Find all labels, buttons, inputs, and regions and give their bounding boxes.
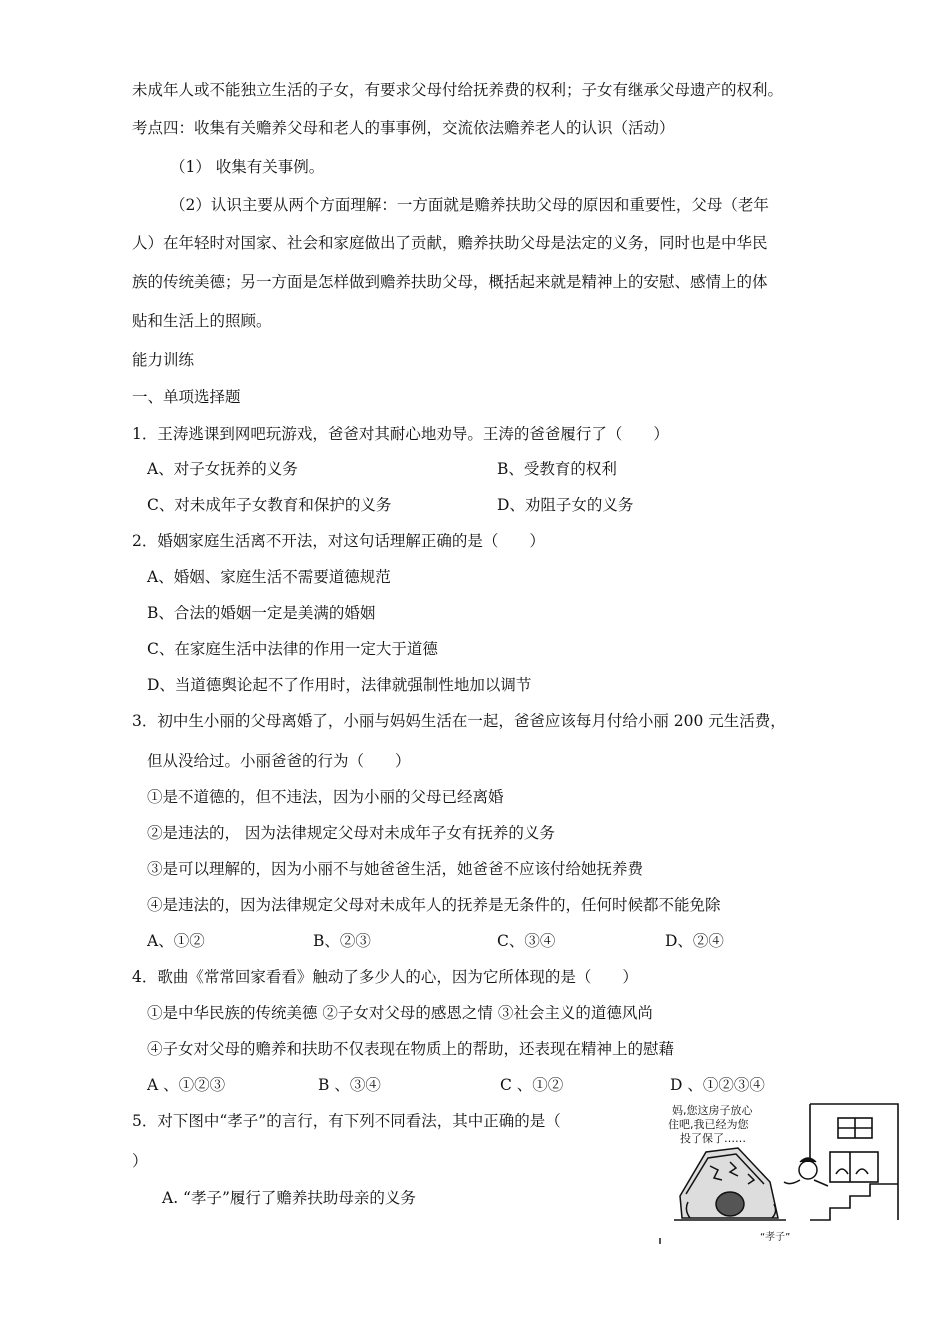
question-1-option-a: A、对子女抚养的义务	[147, 460, 298, 478]
intro-line-5: 人）在年轻时对国家、社会和家庭做出了贡献，赡养扶助父母是法定的义务，同时也是中华民	[132, 234, 768, 252]
question-5-option-a: A. “孝子”履行了赡养扶助母亲的义务	[162, 1189, 416, 1207]
question-3-option-d: D、②④	[665, 932, 724, 950]
question-3-stem-line-2: 但从没给过。小丽爸爸的行为（ ）	[147, 752, 411, 770]
cartoon-speech-line-1: 妈,您这房子放心	[672, 1104, 753, 1117]
question-4-option-a: A 、①②③	[147, 1076, 226, 1094]
question-4-option-b: B 、③④	[318, 1076, 381, 1094]
dilapidated-hut	[674, 1148, 786, 1220]
question-3-option-c: C、③④	[497, 932, 556, 950]
section-title: 能力训练	[132, 351, 195, 369]
exam-point-4-heading: 考点四：收集有关赡养父母和老人的事事例，交流依法赡养老人的认识（活动）	[132, 119, 675, 137]
question-4-option-d: D 、①②③④	[670, 1076, 765, 1094]
cartoon-speech-line-3: 投了保了……	[680, 1132, 746, 1145]
question-4-statement-2: ④子女对父母的赡养和扶助不仅表现在物质上的帮助，还表现在精神上的慰藉	[147, 1040, 675, 1058]
question-2-option-d: D、当道德舆论起不了作用时，法律就强制性地加以调节	[147, 676, 532, 694]
son-figure	[784, 1158, 828, 1186]
question-4-stem: 4．歌曲《常常回家看看》触动了多少人的心，因为它所体现的是（ ）	[132, 968, 638, 986]
question-3-option-a: A、①②	[147, 932, 205, 950]
cartoon-speech-line-2: 住吧,我已经为您	[668, 1118, 749, 1131]
cartoon-caption: “孝子”	[760, 1232, 791, 1243]
question-2-option-b: B、合法的婚姻一定是美满的婚姻	[147, 604, 376, 622]
filial-son-cartoon	[660, 1100, 905, 1250]
question-1-stem: 1．王涛逃课到网吧玩游戏，爸爸对其耐心地劝导。王涛的爸爸履行了（ ）	[132, 425, 669, 443]
question-1-option-d: D、劝阻子女的义务	[497, 496, 634, 514]
question-1-option-c: C、对未成年子女教育和保护的义务	[147, 496, 392, 514]
question-2-option-a: A、婚姻、家庭生活不需要道德规范	[147, 568, 391, 586]
question-5-stem-line-1: 5．对下图中“孝子”的言行，有下列不同看法，其中正确的是（	[132, 1112, 561, 1130]
intro-line-3: （1） 收集有关事例。	[170, 158, 325, 176]
question-3-stem-line-1: 3．初中生小丽的父母离婚了，小丽与妈妈生活在一起，爸爸应该每月付给小丽 200 元生活费，	[132, 712, 786, 730]
question-5-stem-line-2: ）	[132, 1152, 148, 1170]
intro-line-7: 贴和生活上的照顾。	[132, 312, 272, 330]
section-subtitle: 一、单项选择题	[132, 388, 241, 406]
question-1-option-b: B、受教育的权利	[497, 460, 617, 478]
question-4-option-c: C 、①②	[500, 1076, 564, 1094]
question-3-statement-3: ③是可以理解的，因为小丽不与她爸爸生活，她爸爸不应该付给她抚养费	[147, 860, 644, 878]
question-3-statement-1: ①是不道德的，但不违法，因为小丽的父母已经离婚	[147, 788, 504, 806]
building-drawing	[810, 1104, 898, 1220]
question-2-option-c: C、在家庭生活中法律的作用一定大于道德	[147, 640, 438, 658]
question-4-statement-1: ①是中华民族的传统美德 ②子女对父母的感恩之情 ③社会主义的道德风尚	[147, 1004, 653, 1022]
question-2-stem: 2．婚姻家庭生活离不开法，对这句话理解正确的是（ ）	[132, 532, 545, 550]
intro-line-4: （2）认识主要从两个方面理解：一方面就是赡养扶助父母的原因和重要性，父母（老年	[170, 196, 769, 214]
intro-line-1: 未成年人或不能独立生活的子女，有要求父母付给抚养费的权利；子女有继承父母遗产的权利。	[132, 81, 784, 99]
image-edge-mark	[659, 1238, 661, 1244]
intro-line-6: 族的传统美德；另一方面是怎样做到赡养扶助父母，概括起来就是精神上的安慰、感情上的体	[132, 273, 768, 291]
question-3-statement-2: ②是违法的， 因为法律规定父母对未成年子女有抚养的义务	[147, 824, 555, 842]
question-3-statement-4: ④是违法的，因为法律规定父母对未成年人的抚养是无条件的，任何时候都不能免除	[147, 896, 721, 914]
question-3-option-b: B、②③	[313, 932, 371, 950]
